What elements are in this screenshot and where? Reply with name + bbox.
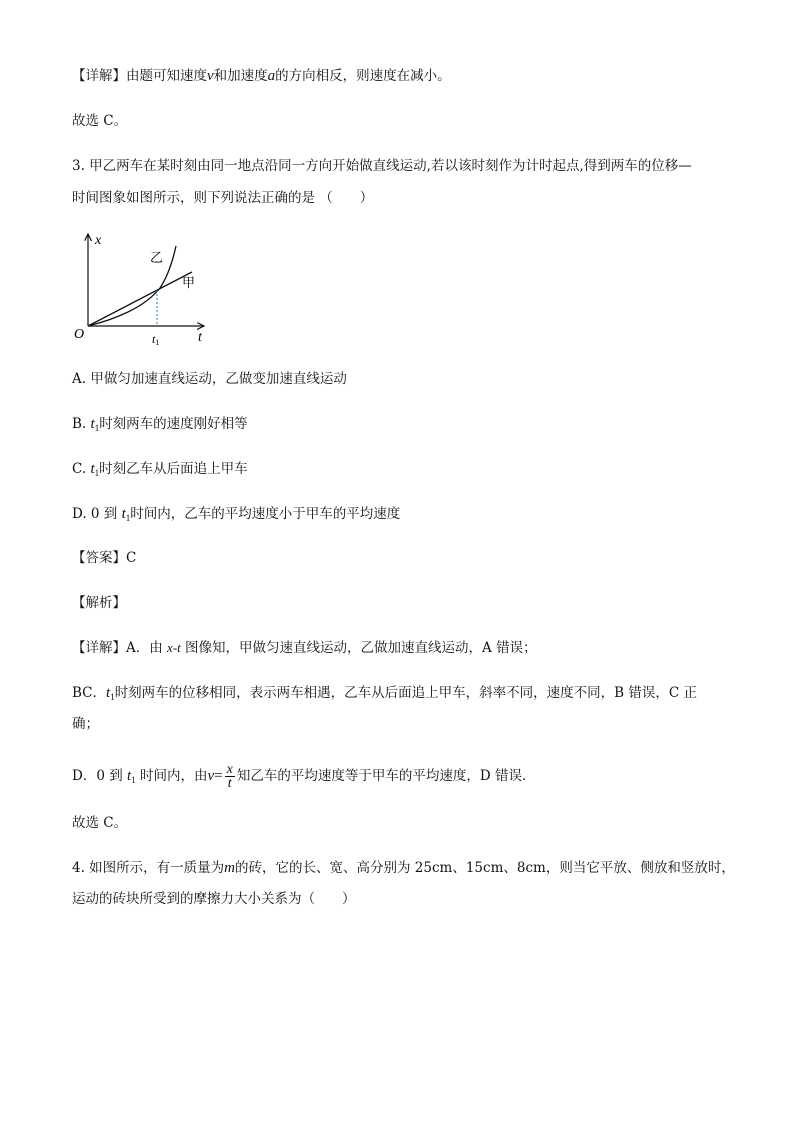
t1-symbol (122, 506, 131, 522)
t-symbol: t (90, 416, 95, 432)
detail-paragraph-1 (72, 66, 451, 86)
subscript: 1 (110, 692, 115, 702)
option-a: A. 甲做匀加速直线运动，乙做变加速直线运动 (72, 371, 347, 387)
text-segment: 的方向相反，则速度在减小。 (275, 68, 451, 84)
text-segment: A．由 (126, 640, 168, 656)
origin-label: O (74, 327, 85, 342)
subscript: 1 (94, 423, 100, 433)
text-segment: 时刻两车的位移相同，表示两车相遇，乙车从后面追上甲车，斜率不同，速度不同，B 错误，C 正 (114, 685, 698, 701)
velocity-symbol: v (207, 768, 215, 784)
text-segment: 时间内，由 (135, 768, 208, 784)
fraction-x-over-t (225, 763, 235, 790)
option-c-prefix: C. (72, 461, 91, 477)
velocity-symbol: v (207, 68, 214, 84)
t1-tick-label: t1 (152, 332, 160, 347)
t1-symbol (127, 768, 136, 784)
text-segment: 和加速度 (213, 68, 268, 84)
answer-line (72, 548, 136, 568)
curve-yi-label: 乙 (150, 250, 164, 265)
detail-label: 【详解】 (72, 640, 126, 656)
option-c-text: 时刻乙车从后面追上甲车 (99, 461, 248, 477)
answer-label: 【答案】 (72, 550, 126, 566)
acceleration-symbol: a (267, 68, 276, 84)
text-segment: 知乙车的平均速度等于甲车的平均速度，D 错误． (236, 768, 536, 784)
detail-bc-line-2: 确； (72, 716, 99, 732)
option-c (72, 459, 248, 483)
fraction-denominator: t (227, 776, 232, 791)
detail-a-line (72, 638, 537, 658)
text-segment: 4. 如图所示，有一质量为 (72, 860, 225, 876)
option-d-text: 时间内，乙车的平均速度小于甲车的平均速度 (130, 506, 401, 522)
t1-symbol (91, 416, 100, 432)
line-jia (88, 272, 192, 326)
x-axis-label: t (198, 330, 202, 345)
subscript: 1 (131, 775, 136, 785)
t-symbol: t (127, 768, 132, 784)
question-4-line-2: 运动的砖块所受到的摩擦力大小关系为（ ） (72, 891, 356, 907)
t-symbol: t (121, 506, 126, 522)
text-segment: D．0 到 (72, 768, 127, 784)
xt-symbol: x-t (167, 640, 181, 655)
answer-value: C (126, 550, 137, 566)
line-jia-label: 甲 (182, 275, 196, 290)
t-symbol: t (90, 461, 95, 477)
conclusion-line-1: 故选 C。 (72, 113, 128, 129)
t1-symbol (90, 461, 99, 477)
mass-symbol: m (224, 860, 236, 876)
t-symbol: t (106, 685, 111, 701)
option-b-prefix: B. (72, 416, 91, 432)
xt-graph-figure (70, 228, 210, 348)
option-d (72, 504, 400, 528)
option-b (72, 414, 248, 438)
t1-symbol (106, 685, 115, 701)
text-segment: BC． (72, 685, 107, 701)
subscript: 1 (125, 513, 131, 523)
detail-d-line (72, 762, 535, 794)
question-4-line-1 (72, 858, 735, 878)
text-segment: 图像知，甲做匀速直线运动，乙做加速直线运动，A 错误； (180, 640, 537, 656)
question-3-line-1: 3. 甲乙两车在某时刻由同一地点沿同一方向开始做直线运动,若以该时刻作为计时起点,得到两车的位移— (72, 158, 692, 174)
text-segment: 由题可知速度 (126, 68, 207, 84)
y-axis-label: x (95, 233, 102, 248)
analysis-heading: 【解析】 (72, 595, 126, 611)
text-segment: 的砖，它的长、宽、高分别为 25cm、15cm、8cm，则当它平放、侧放和竖放时， (235, 860, 735, 876)
option-d-prefix: D. 0 到 (72, 506, 122, 522)
equals-sign: = (214, 768, 223, 784)
option-b-text: 时刻两车的速度刚好相等 (99, 416, 248, 432)
question-3-line-2: 时间图象如图所示，则下列说法正确的是 （ ） (72, 190, 374, 206)
detail-label: 【详解】 (72, 68, 126, 84)
fraction-numerator: x (226, 762, 233, 777)
detail-bc-line-1 (72, 683, 697, 707)
subscript: 1 (94, 468, 100, 478)
conclusion-line-2: 故选 C。 (72, 815, 128, 831)
